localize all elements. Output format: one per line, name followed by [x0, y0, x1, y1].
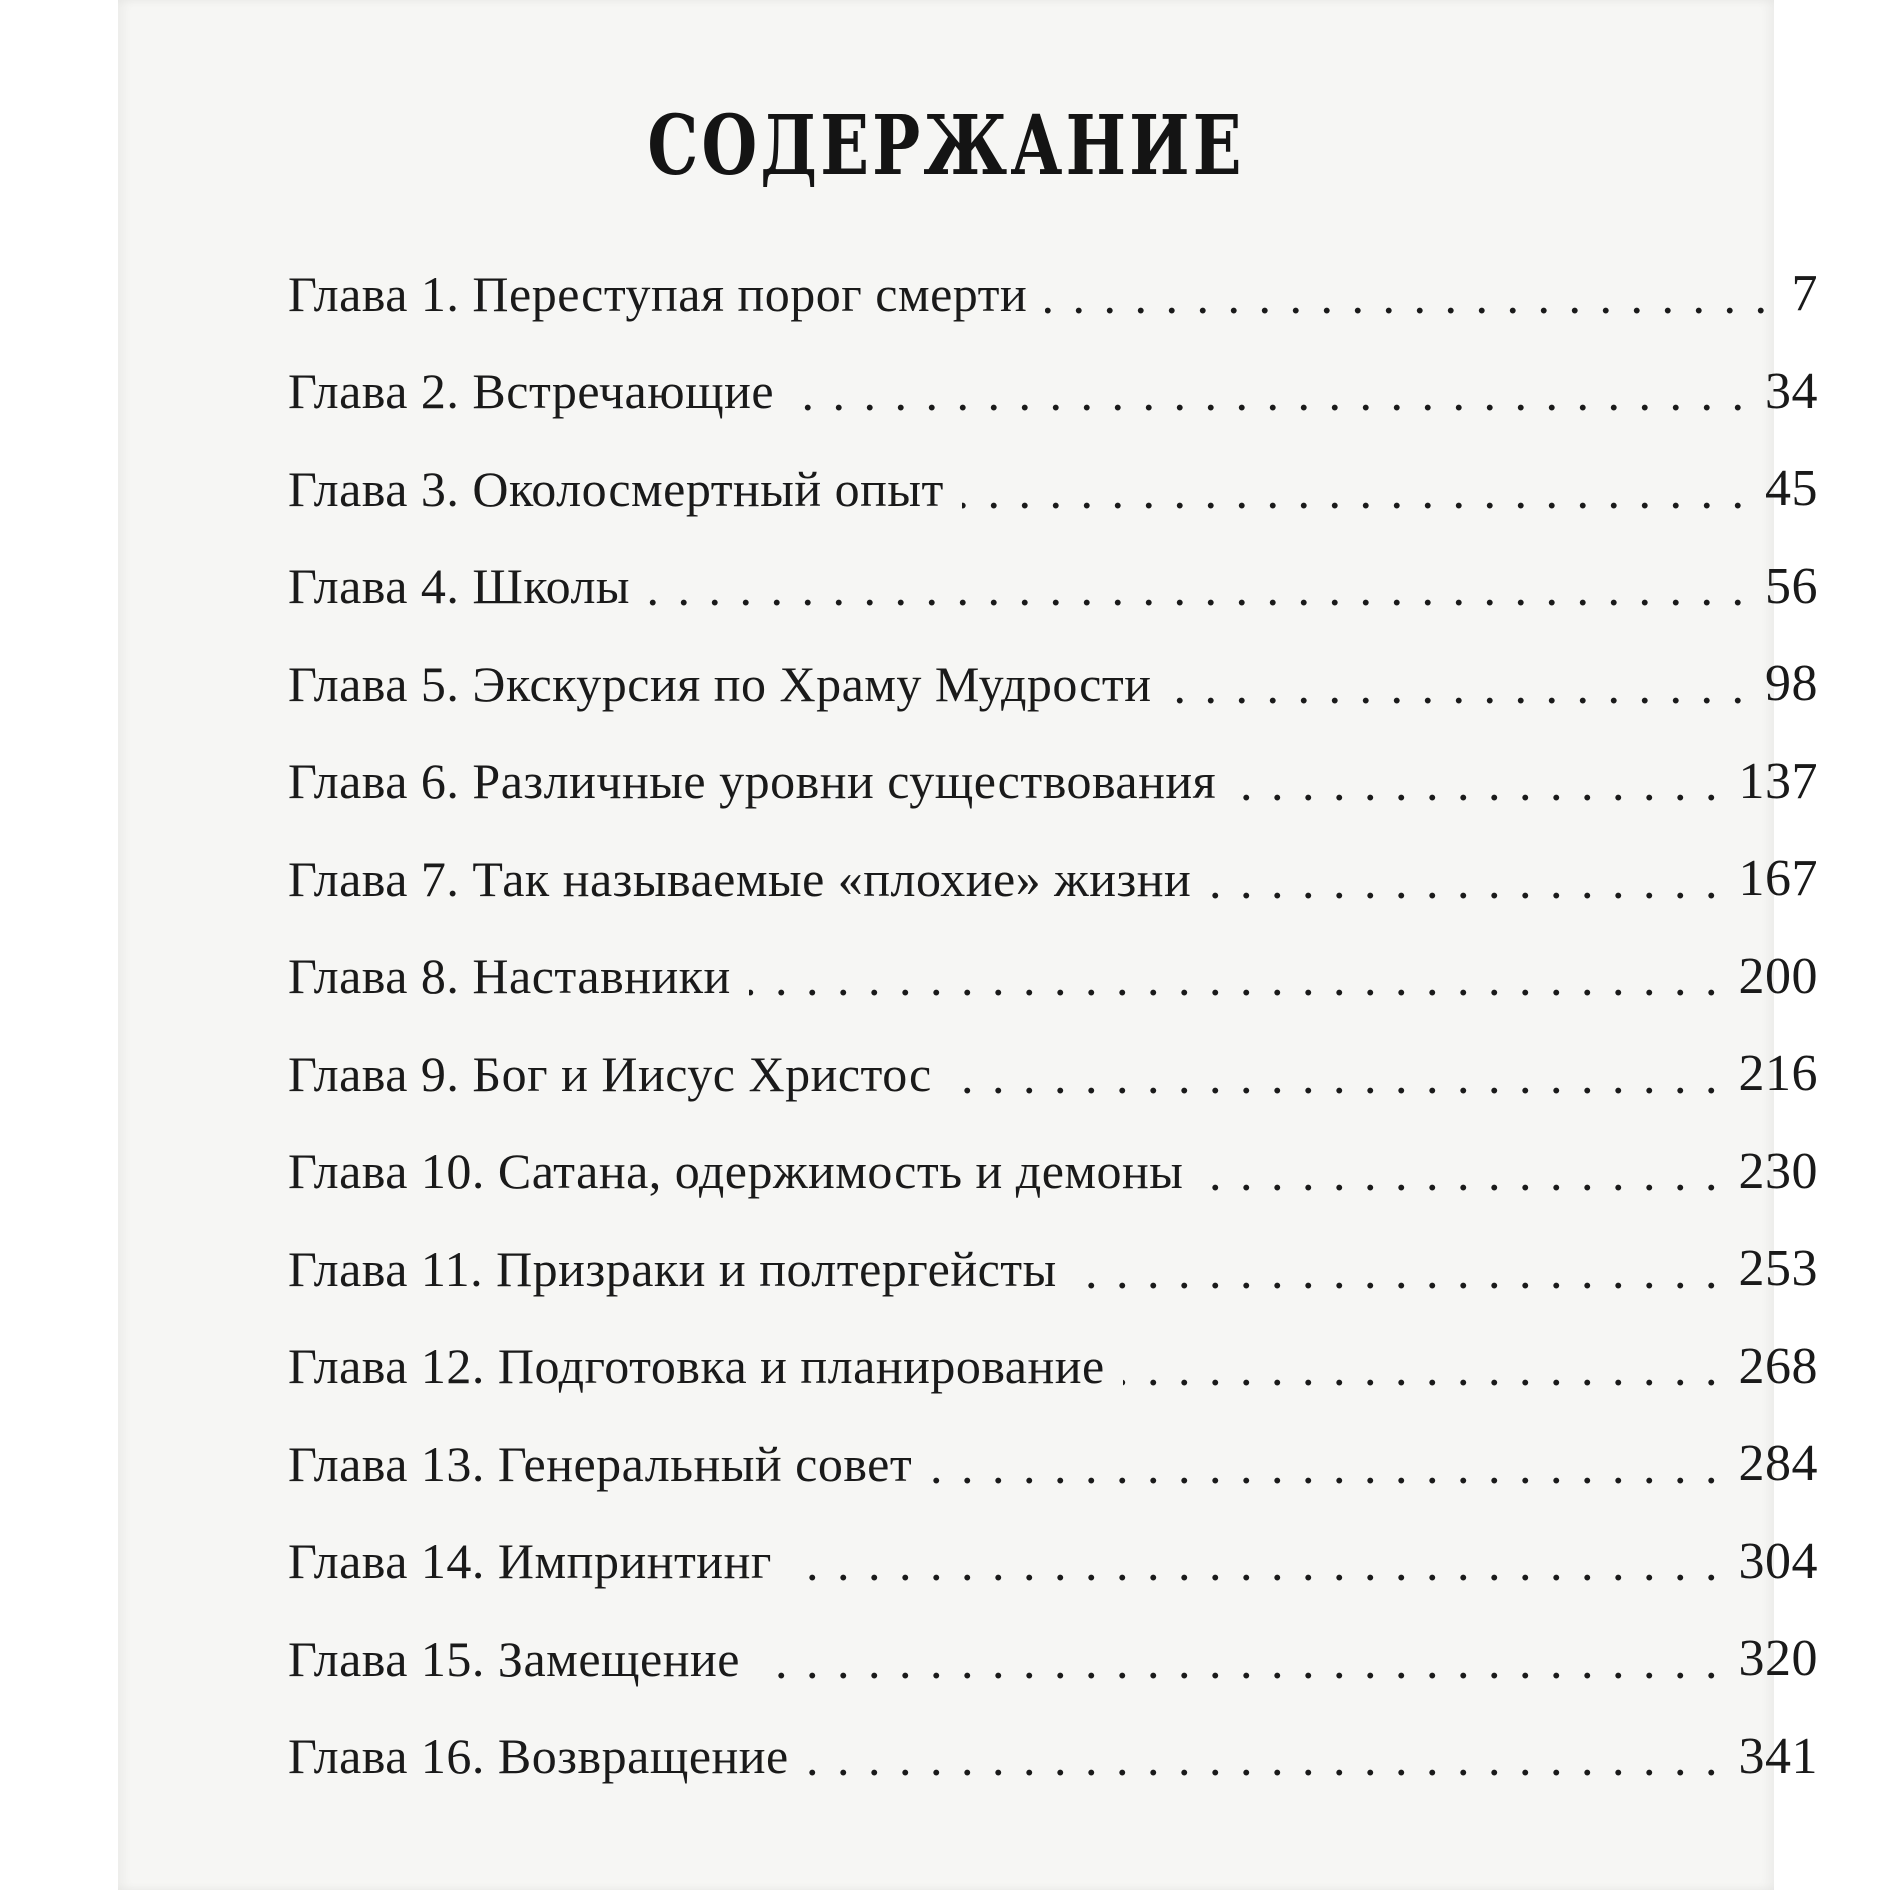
- toc-leader-dots: [758, 1632, 1721, 1686]
- toc-leader-dots: [807, 1729, 1721, 1783]
- toc-leader-dots: [792, 364, 1747, 418]
- toc-entry-page: 284: [1738, 1435, 1818, 1493]
- toc-entry: [288, 245, 1818, 343]
- page-title: СОДЕРЖАНИЕ: [647, 98, 1245, 194]
- table-of-contents: [288, 245, 1818, 1805]
- toc-entry-label: Глава 16. Возвращение: [288, 1728, 789, 1785]
- toc-entry-page: 137: [1738, 752, 1818, 810]
- toc-entry-page: 268: [1738, 1337, 1818, 1395]
- toc-entry-label: Глава 1. Переступая порог смерти: [288, 265, 1028, 322]
- toc-entry-page: 45: [1765, 460, 1818, 518]
- toc-entry-label: Глава 15. Замещение: [288, 1630, 740, 1687]
- toc-entry: [288, 1610, 1818, 1708]
- toc-entry-page: 98: [1765, 655, 1818, 713]
- toc-leader-dots: [749, 949, 1721, 1003]
- toc-leader-dots: [1209, 852, 1720, 906]
- toc-entry-label: Глава 4. Школы: [288, 558, 631, 615]
- toc-leader-dots: [950, 1047, 1721, 1101]
- toc-entry-page: 341: [1738, 1727, 1818, 1785]
- toc-entry-label: Глава 14. Импринтинг: [288, 1533, 772, 1590]
- toc-entry-label: Глава 11. Призраки и полтергейсты: [288, 1240, 1057, 1297]
- toc-entry-page: 7: [1791, 265, 1818, 323]
- toc-leader-dots: [1045, 267, 1770, 321]
- toc-entry-label: Глава 5. Экскурсия по Храму Мудрости: [288, 655, 1152, 712]
- toc-entry-label: Глава 8. Наставники: [288, 948, 731, 1005]
- toc-entry-label: Глава 6. Различные уровни существования: [288, 753, 1217, 810]
- toc-entry: [288, 635, 1818, 733]
- toc-entry: [288, 830, 1818, 928]
- toc-entry-page: 253: [1738, 1240, 1818, 1298]
- toc-entry: [288, 1708, 1818, 1806]
- toc-entry-label: Глава 2. Встречающие: [288, 363, 775, 420]
- toc-entry-label: Глава 3. Околосмертный опыт: [288, 460, 944, 517]
- toc-entry: [288, 440, 1818, 538]
- toc-entry-label: Глава 13. Генеральный совет: [288, 1435, 913, 1492]
- toc-entry: [288, 343, 1818, 441]
- toc-leader-dots: [962, 462, 1747, 516]
- toc-entry-page: 216: [1738, 1045, 1818, 1103]
- toc-leader-dots: [1169, 657, 1747, 711]
- toc-entry: [288, 1318, 1818, 1416]
- toc-entry-label: Глава 10. Сатана, одержимость и демоны: [288, 1143, 1184, 1200]
- toc-leader-dots: [1075, 1242, 1721, 1296]
- toc-entry: [288, 928, 1818, 1026]
- toc-entry-page: 320: [1738, 1630, 1818, 1688]
- toc-entry-label: Глава 12. Подготовка и планирование: [288, 1338, 1105, 1395]
- toc-leader-dots: [790, 1534, 1721, 1588]
- toc-entry-label: Глава 7. Так называемые «плохие» жизни: [288, 850, 1192, 907]
- toc-leader-dots: [1123, 1339, 1721, 1393]
- toc-entry: [288, 1415, 1818, 1513]
- book-page: [118, 0, 1818, 1890]
- toc-entry: [288, 1513, 1818, 1611]
- toc-entry-page: 167: [1738, 850, 1818, 908]
- toc-entry-page: 56: [1765, 557, 1818, 615]
- toc-leader-dots: [930, 1437, 1720, 1491]
- toc-entry-label: Глава 9. Бог и Иисус Христос: [288, 1045, 932, 1102]
- toc-entry-page: 34: [1765, 362, 1818, 420]
- toc-entry: [288, 1123, 1818, 1221]
- toc-leader-dots: [1234, 754, 1720, 808]
- toc-entry-page: 230: [1738, 1142, 1818, 1200]
- toc-leader-dots: [648, 559, 1747, 613]
- toc-entry-page: 200: [1738, 947, 1818, 1005]
- toc-entry-page: 304: [1738, 1532, 1818, 1590]
- toc-entry: [288, 1025, 1818, 1123]
- toc-entry: [288, 733, 1818, 831]
- toc-entry: [288, 1220, 1818, 1318]
- toc-entry: [288, 538, 1818, 636]
- toc-leader-dots: [1201, 1144, 1720, 1198]
